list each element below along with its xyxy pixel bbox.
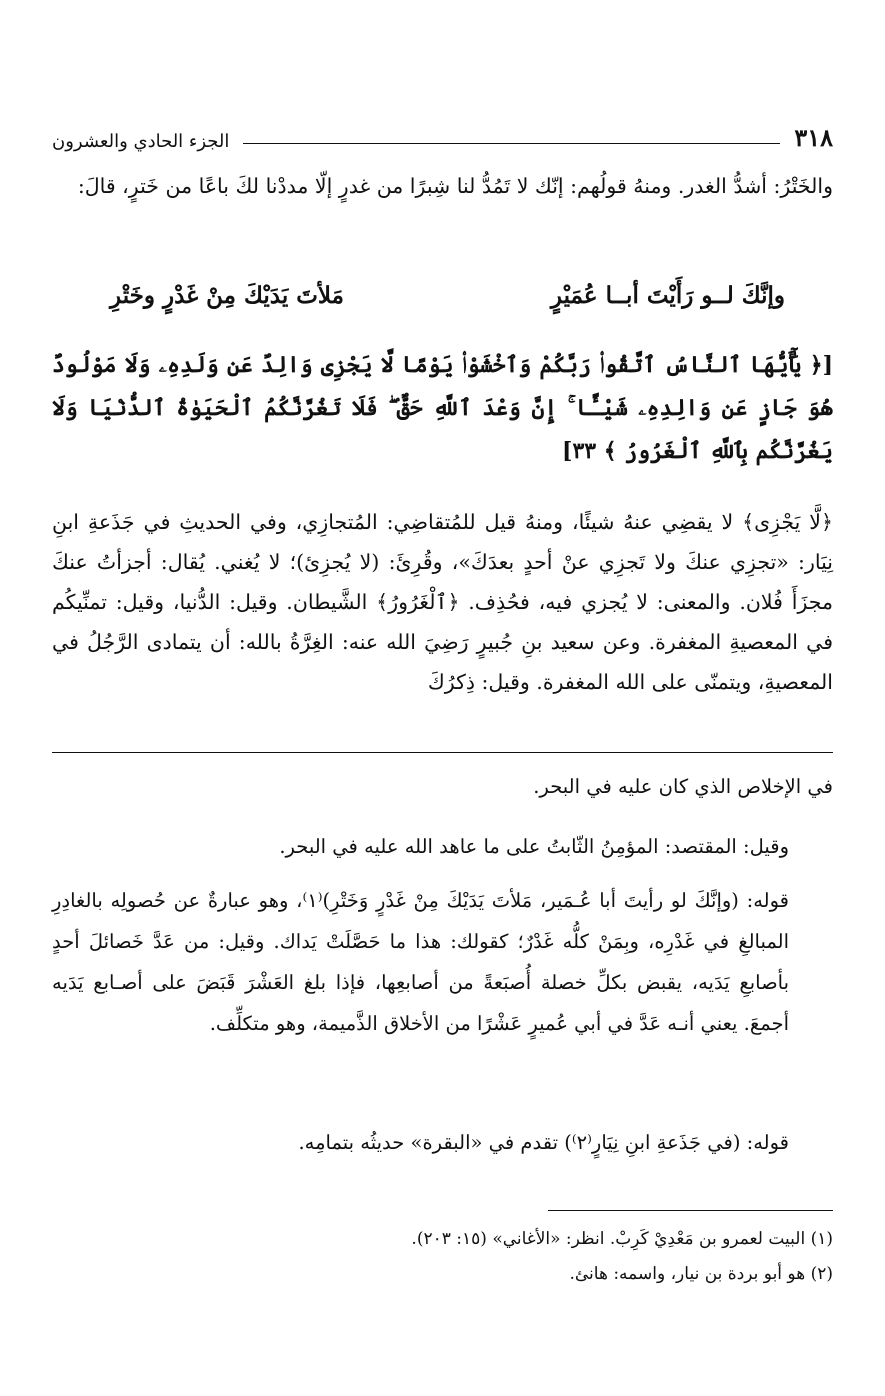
header-rule [243,143,780,144]
note-paragraph-2: وقيل: المقتصد: المؤمِنُ الثّابتُ على ما عاهد الله عليه في البحر. [279,835,789,858]
quran-verse: [﴿ يَٰٓأَيُّهَا ٱلنَّاسُ ٱتَّقُوا۟ رَبَّكُمْ وَٱخْشَوْا۟ يَوْمًا لَّا يَجْزِى وَالِدٌ عَن وَلَدِهِۦ وَلَا مَوْلُودٌ هُوَ جَازٍ عَن وَالِدِهِۦ شَيْـًٔا ۚ إِنَّ وَعْدَ ٱللَّهِ حَقٌّ ۖ فَلَا تَغُرَّنَّكُمُ ٱلْحَيَوٰةُ ٱلدُّنْيَا وَلَا يَغُرَّنَّكُم بِٱللَّهِ ٱلْغَرُورُ ﴾ ٣٣] [52,352,833,464]
footnotes [52,1222,833,1292]
page-header [52,118,833,152]
note-paragraph-4: قوله: (في جَذَعةِ ابنِ نِيَارٍ⁽٢⁾) تقدم في «البقرة» حديثُه بتمامِه. [298,1131,789,1154]
running-title: الجزء الحادي والعشرون [52,131,230,152]
verse-second-hemistich: مَلأتَ يَدَيْكَ مِنْ غَدْرٍ وخَتْرِ [110,282,344,309]
footnote-1: (١) البيت لعمرو بن مَعْدِيْ كَرِبْ. انظر: «الأغاني» (١٥: ٢٠٣). [411,1229,833,1249]
commentary-paragraph: ﴿لَّا يَجْزِى﴾ لا يقضِي عنهُ شيئًا، ومنهُ قيل للمُتقاضِي: المُتجازِي، وفي الحديثِ في جَذَعةِ ابنِ نِيَار: «تجزِي عنكَ ولا تَجزِي عنْ أحدٍ بعدَكَ»، وقُرِئَ: (لا يُجزِئ)؛ لا يُغني. يُقال: أجزأتُ عنكَ مجزَأَ فُلان. والمعنى: لا يُجزي فيه، فحُذِف. ﴿ٱلْغَرُورُ﴾ الشَّيطان. وقيل: الدُّنيا، وقيل: تمنِّيكُم في المعصيةِ المغفرة. وعن سعيد بنِ جُبيرٍ رَضِيَ الله عنه: الغِرَّةُ بالله: أن يتمادى الرَّجُلُ في المعصيةِ، ويتمنّى على الله المغفرة. وقيل: ذِكرُكَ [52,510,833,694]
section-divider [52,752,833,753]
poetry-verse [110,282,785,322]
footnote-2: (٢) هو أبو بردة بن نيار، واسمه: هانئ. [569,1264,833,1284]
page-number: ٣١٨ [794,123,833,152]
footnote-divider [548,1210,833,1211]
note-paragraph-3: قوله: (وإنَّكَ لو رأيتَ أبا عُـمَير، مَلأتَ يَدَيْكَ مِنْ غَدْرٍ وَخَتْرِ)⁽١⁾، وهو عبارةٌ عن حُصولِه بالغادِرِ المبالغِ في غَدْرِه، وبِمَنْ كلُّه غَدْرٌ؛ كقولك: هذا ما حَصَّلَتْ يَداك. وقيل: من عَدَّ خَصائلَ أحدٍ بأصابعِ يَدَيه، يقبض بكلِّ خصلة أُصبَعةً من أصابعِها، فإذا بلغ العَشْرَ قَبَضَ على أصـابع يَدَيه أجمعَ. يعني أنـه عَدَّ في أبي عُميرٍ عَشْرًا من الأخلاق الذَّميمة، وهو متكلِّف. [52,889,789,1035]
intro-paragraph: والخَتْرُ: أشدُّ الغدر. ومنهُ قولُهم: إنّك لا تَمُدُّ لنا شِبرًا من غدرٍ إلّا مددْنا لكَ باعًا من خَترٍ، قالَ: [77,174,833,198]
note-continuation: في الإخلاص الذي كان عليه في البحر. [533,775,833,798]
verse-first-hemistich: وإنَّكَ لــو رَأَيْتَ أبــا عُمَيْرٍ [550,282,785,309]
